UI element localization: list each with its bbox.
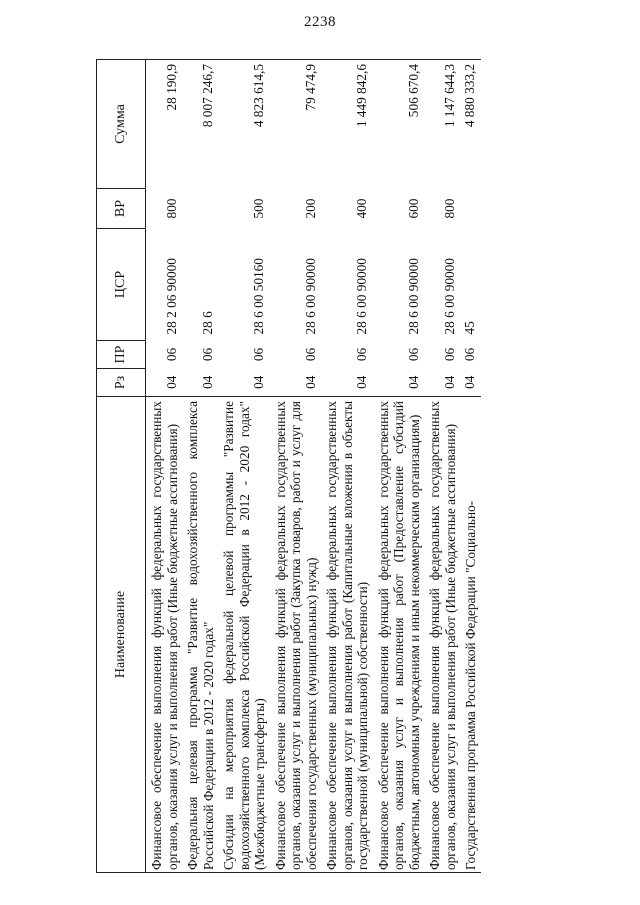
row-rz: 04 xyxy=(441,375,457,389)
row-vr: 500 xyxy=(251,198,266,219)
row-pr: 06 xyxy=(405,347,421,362)
row-pr: 06 xyxy=(199,347,215,362)
row-name: Субсидии на мероприятия федеральной целевой программы "Развитие водохозяйственного комплекса Российской Федерации в 2012 - 2020 годах" (Межбюджетные трансферты) xyxy=(218,397,270,873)
row-name: Федеральная целевая программа "Развитие водохозяйственного комплекса Российской Федерации в 2012 - 2020 годах" xyxy=(182,397,218,873)
row-rz: 04 xyxy=(354,375,369,389)
row-sum: 28 190,9 xyxy=(146,60,183,189)
row-vr: 200 xyxy=(302,198,318,219)
row-sum: 4 880 333,2 xyxy=(460,60,481,189)
header-rz: Рз xyxy=(97,369,146,397)
row-pr: 06 xyxy=(354,347,369,362)
row-csr: 28 6 00 90000 xyxy=(405,258,421,335)
row-name: Государственная программа Российской Федерации "Социально- xyxy=(460,397,481,873)
row-sum: 506 670,4 xyxy=(373,60,425,189)
row-pr: 06 xyxy=(251,347,266,362)
row-rz: 04 xyxy=(163,375,179,389)
table-row xyxy=(424,60,460,873)
table-header-row xyxy=(97,60,146,873)
row-name: Финансовое обеспечение выполнения функций федеральных государственных органов, оказания услуг и выполнения работ (Закупка товаров, работ и услуг для обеспечения государственных (муниципальных) нужд) xyxy=(270,397,322,873)
row-pr: 06 xyxy=(462,347,477,362)
header-csr: ЦСР xyxy=(97,229,146,341)
row-sum: 1 449 842,6 xyxy=(321,60,373,189)
row-sum: 4 823 614,5 xyxy=(218,60,270,189)
budget-table-sheet xyxy=(96,60,601,873)
table-row xyxy=(218,60,270,873)
row-vr xyxy=(182,189,218,229)
row-vr: 800 xyxy=(163,198,179,219)
row-pr: 06 xyxy=(441,347,457,362)
table-row xyxy=(270,60,322,873)
table-row xyxy=(146,60,183,873)
header-sum: Сумма xyxy=(97,60,146,189)
row-csr: 28 6 00 90000 xyxy=(441,258,457,335)
row-vr: 600 xyxy=(405,198,421,219)
row-rz: 04 xyxy=(251,375,266,389)
row-name: Финансовое обеспечение выполнения функций федеральных государственных органов, оказания услуг и выполнения работ (Иные бюджетные ассигнования) xyxy=(424,397,460,873)
table-row xyxy=(321,60,373,873)
row-sum: 8 007 246,7 xyxy=(182,60,218,189)
row-sum: 79 474,9 xyxy=(270,60,322,189)
row-csr: 28 2 06 90000 xyxy=(163,258,179,335)
row-rz: 04 xyxy=(302,375,318,389)
row-vr: 400 xyxy=(354,198,369,219)
row-rz: 04 xyxy=(199,375,215,389)
row-vr xyxy=(460,189,481,229)
row-pr: 06 xyxy=(163,347,179,362)
row-csr: 28 6 00 90000 xyxy=(354,258,369,335)
header-name: Наименование xyxy=(97,397,146,873)
budget-table xyxy=(96,59,481,873)
page-number: 2238 xyxy=(304,14,336,30)
row-csr: 28 6 00 90000 xyxy=(302,258,318,335)
table-row xyxy=(460,60,481,873)
row-rz: 04 xyxy=(462,375,477,389)
row-name: Финансовое обеспечение выполнения функций федеральных государственных органов, оказания услуг и выполнения работ (Предоставление субсидий бюджетным, автономным учреждениям и иным некоммерческим организациям) xyxy=(373,397,425,873)
row-sum: 1 147 644,3 xyxy=(424,60,460,189)
header-vr: ВР xyxy=(97,189,146,229)
header-pr: ПР xyxy=(97,341,146,369)
row-name: Финансовое обеспечение выполнения функций федеральных государственных органов, оказания услуг и выполнения работ (Капитальные вложения в объекты государственной (муниципальной) собственности) xyxy=(321,397,373,873)
row-rz: 04 xyxy=(405,375,421,389)
row-csr: 28 6 xyxy=(199,311,215,335)
row-vr: 800 xyxy=(441,198,457,219)
row-pr: 06 xyxy=(302,347,318,362)
table-row xyxy=(182,60,218,873)
table-row xyxy=(373,60,425,873)
row-csr: 28 6 00 50160 xyxy=(251,258,266,335)
row-name: Финансовое обеспечение выполнения функций федеральных государственных органов, оказания услуг и выполнения работ (Иные бюджетные ассигнования) xyxy=(146,397,183,873)
row-csr: 45 xyxy=(462,321,477,335)
